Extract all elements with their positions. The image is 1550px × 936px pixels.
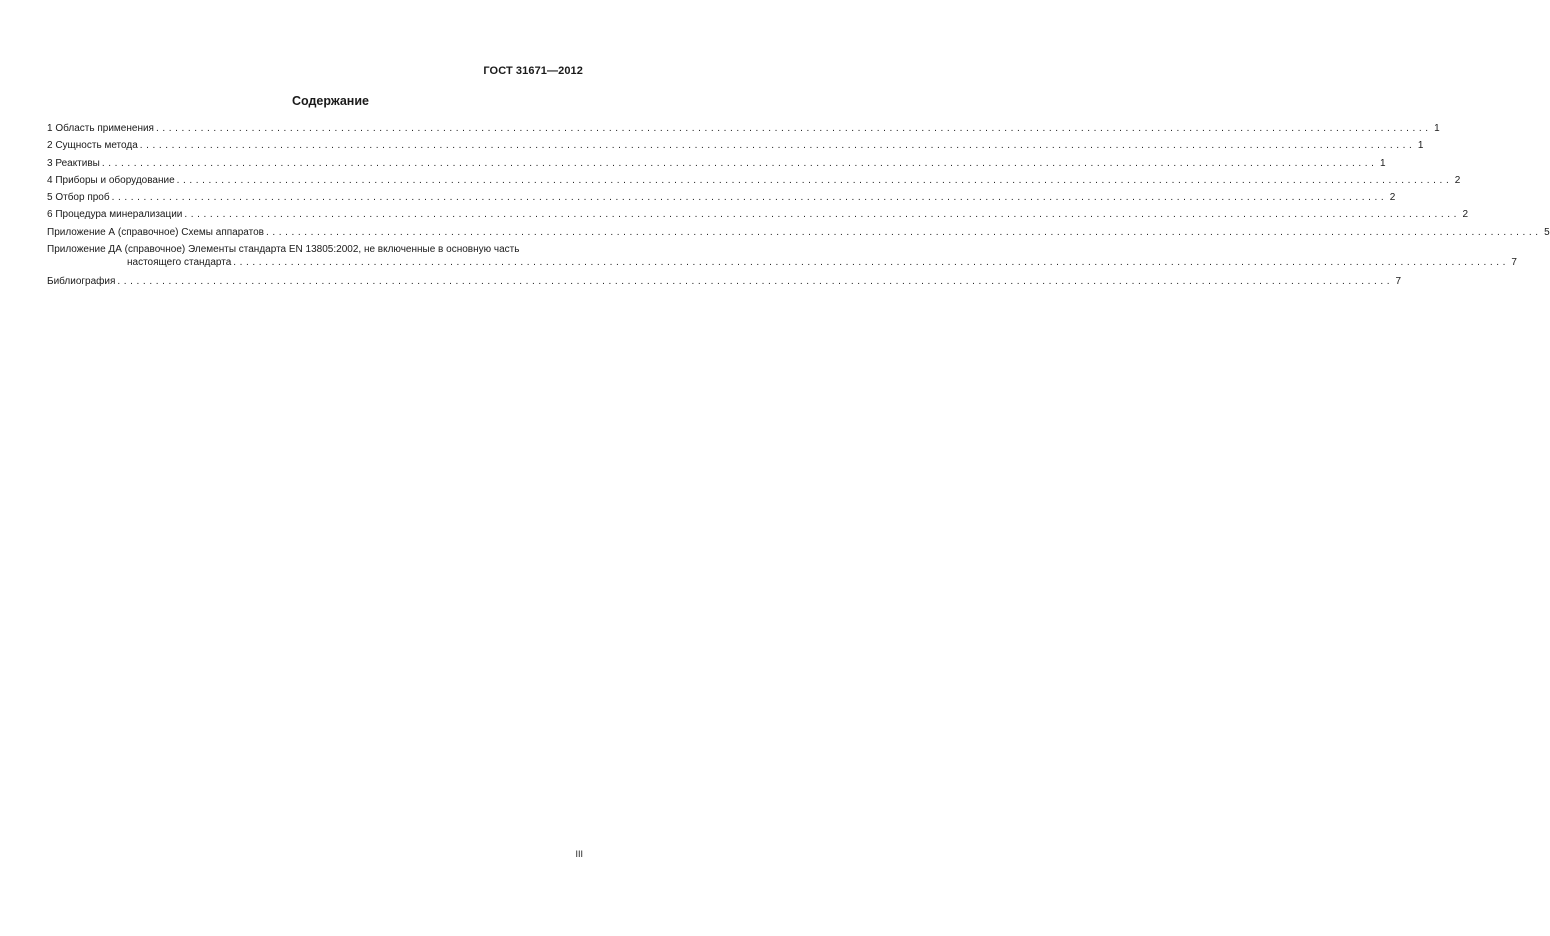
dot-leader: ........................................................................................................................................................................................................ — [139, 140, 1416, 152]
dot-leader: ........................................................................................................................................................................................................ — [265, 226, 1542, 238]
dot-leader: ........................................................................................................................................................................................................ — [101, 157, 1378, 169]
toc-entry-page: 1 — [1379, 157, 1386, 169]
toc-entry-method[interactable] — [47, 140, 1424, 157]
toc-entry-label: 4 Приборы и оборудование — [47, 174, 175, 186]
toc-entry-scope[interactable] — [47, 123, 1440, 140]
toc-entry-page: 2 — [1389, 192, 1396, 204]
toc-entry-page: 5 — [1544, 226, 1550, 238]
toc-entry-appendix-a[interactable] — [47, 226, 1550, 244]
toc-entry-page: 7 — [1511, 257, 1517, 269]
document-code: ГОСТ 31671—2012 — [483, 65, 583, 77]
dot-leader: ........................................................................................................................................................................................................ — [155, 123, 1432, 134]
toc-entry-page: 7 — [1395, 276, 1402, 288]
toc-entry-label-continuation: настоящего стандарта — [127, 257, 232, 269]
table-of-contents — [47, 123, 1550, 293]
toc-entry-page: 2 — [1462, 209, 1469, 221]
toc-title: Содержание — [291, 94, 369, 108]
toc-entry-label: 5 Отбор проб — [47, 192, 110, 204]
toc-entry-page: 1 — [1434, 123, 1440, 134]
toc-entry-bibliography[interactable] — [47, 276, 1402, 293]
toc-entry-appendix-da[interactable] — [47, 244, 1517, 270]
toc-entry-reagents[interactable] — [47, 157, 1386, 175]
dot-leader: ........................................................................................................................................................................................................ — [117, 276, 1394, 288]
dot-leader: ........................................................................................................................................................................................................ — [233, 257, 1509, 269]
dot-leader: ........................................................................................................................................................................................................ — [184, 209, 1461, 221]
toc-entry-label: 3 Реактивы — [47, 157, 100, 169]
toc-entry-label: 6 Процедура минерализации — [47, 209, 183, 221]
toc-entry-equipment[interactable] — [47, 174, 1461, 192]
toc-entry-label: Приложение ДА (справочное) Элементы стандарта EN 13805:2002, не включенные в основную часть — [47, 244, 520, 256]
dot-leader: ........................................................................................................................................................................................................ — [176, 174, 1453, 186]
dot-leader: ........................................................................................................................................................................................................ — [111, 192, 1388, 204]
toc-entry-mineralization[interactable] — [47, 209, 1469, 226]
toc-entry-label: Приложение А (справочное) Схемы аппаратов — [47, 226, 264, 238]
toc-entry-label: 2 Сущность метода — [47, 140, 138, 152]
toc-entry-page: 1 — [1417, 140, 1424, 152]
toc-entry-label: 1 Область применения — [47, 123, 154, 134]
toc-entry-page: 2 — [1454, 174, 1461, 186]
page-number: III — [575, 849, 583, 859]
toc-entry-label: Библиография — [47, 276, 116, 288]
toc-entry-sampling[interactable] — [47, 192, 1396, 209]
